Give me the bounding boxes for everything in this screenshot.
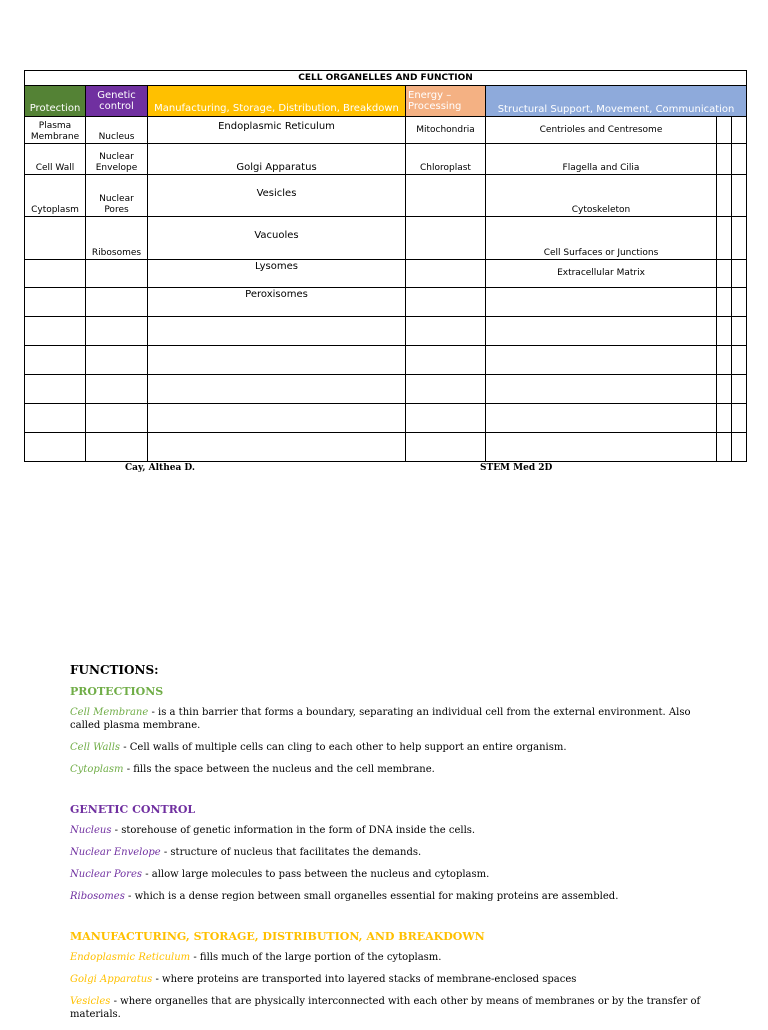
- cell-manufacturing: Lysomes: [148, 260, 406, 288]
- table-title: CELL ORGANELLES AND FUNCTION: [25, 71, 747, 86]
- cell-extra: [732, 117, 747, 144]
- term: Nuclear Envelope: [70, 847, 161, 858]
- definition: - structure of nucleus that facilitates the demands.: [160, 847, 422, 858]
- definition: - fills the space between the nucleus and the cell membrane.: [123, 764, 435, 775]
- cell-structural: Cytoskeleton: [486, 175, 717, 217]
- cell-energy: Chloroplast: [406, 144, 486, 175]
- cell-manufacturing: Vacuoles: [148, 217, 406, 260]
- table-row: [25, 288, 747, 317]
- table-row: [25, 433, 747, 462]
- definition-item: [70, 846, 710, 859]
- cell-extra: [732, 404, 747, 433]
- cell-energy: [406, 175, 486, 217]
- definition: - fills much of the large portion of the cytoplasm.: [190, 952, 442, 963]
- cell-extra: [732, 346, 747, 375]
- cell-structural: [486, 317, 717, 346]
- header-manufacturing: Manufacturing, Storage, Distribution, Breakdown: [148, 86, 406, 117]
- cell-protection: Cytoplasm: [25, 175, 86, 217]
- definition-item: [70, 973, 710, 986]
- definition: - is a thin barrier that forms a boundary, separating an individual cell from the external environment. Also called plasma membrane.: [70, 707, 691, 731]
- cell-energy: Mitochondria: [406, 117, 486, 144]
- cell-extra: [732, 144, 747, 175]
- cell-extra: [717, 317, 732, 346]
- cell-manufacturing: Vesicles: [148, 175, 406, 217]
- organelle-table: [24, 70, 747, 462]
- cell-manufacturing: [148, 346, 406, 375]
- cell-structural: Extracellular Matrix: [486, 260, 717, 288]
- author-name: Cay, Althea D.: [125, 463, 196, 473]
- cell-extra: [717, 404, 732, 433]
- cell-protection: [25, 346, 86, 375]
- term: Cytoplasm: [70, 764, 124, 775]
- cell-energy: [406, 433, 486, 462]
- header-genetic-control: Genetic control: [86, 86, 148, 117]
- definition-item: [70, 890, 710, 903]
- functions-heading: FUNCTIONS:: [70, 663, 159, 677]
- cell-manufacturing: [148, 433, 406, 462]
- table-row: [25, 217, 747, 260]
- cell-extra: [732, 433, 747, 462]
- cell-genetic: [86, 288, 148, 317]
- term: Cell Walls: [70, 742, 121, 753]
- cell-energy: [406, 375, 486, 404]
- cell-genetic: [86, 317, 148, 346]
- cell-extra: [732, 217, 747, 260]
- cell-extra: [732, 288, 747, 317]
- cell-protection: [25, 404, 86, 433]
- cell-structural: [486, 404, 717, 433]
- section-heading-genetic-control: GENETIC CONTROL: [70, 803, 196, 816]
- table-row: [25, 404, 747, 433]
- definition: - where organelles that are physically interconnected with each other by means of membranes or by the transfer of materials.: [70, 996, 701, 1020]
- definition: - which is a dense region between small organelles essential for making proteins are assembled.: [124, 891, 619, 902]
- cell-manufacturing: [148, 404, 406, 433]
- cell-extra: [717, 375, 732, 404]
- cell-protection: [25, 317, 86, 346]
- cell-genetic: Nucleus: [86, 117, 148, 144]
- table-row: [25, 260, 747, 288]
- cell-protection: [25, 433, 86, 462]
- definition: - where proteins are transported into layered stacks of membrane-enclosed spaces: [152, 974, 577, 985]
- term: Nuclear Pores: [70, 869, 143, 880]
- definition: - Cell walls of multiple cells can cling to each other to help support an entire organism.: [120, 742, 567, 753]
- cell-extra: [717, 288, 732, 317]
- header-energy-processing: Energy – Processing: [406, 86, 486, 117]
- term: Nucleus: [70, 825, 112, 836]
- cell-structural: [486, 433, 717, 462]
- cell-genetic: [86, 404, 148, 433]
- cell-energy: [406, 217, 486, 260]
- cell-energy: [406, 288, 486, 317]
- cell-manufacturing: Golgi Apparatus: [148, 144, 406, 175]
- cell-protection: [25, 217, 86, 260]
- table-row: [25, 346, 747, 375]
- cell-extra: [732, 375, 747, 404]
- table-row: [25, 144, 747, 175]
- definition: - storehouse of genetic information in the form of DNA inside the cells.: [111, 825, 476, 836]
- header-protection: Protection: [25, 86, 86, 117]
- cell-genetic: [86, 375, 148, 404]
- definition-item: [70, 951, 710, 964]
- cell-structural: [486, 375, 717, 404]
- cell-energy: [406, 317, 486, 346]
- cell-manufacturing: Endoplasmic Reticulum: [148, 117, 406, 144]
- term: Golgi Apparatus: [70, 974, 153, 985]
- cell-extra: [717, 217, 732, 260]
- definition-item: [70, 868, 710, 881]
- section-heading-protections: PROTECTIONS: [70, 685, 164, 698]
- functions-section: [70, 664, 710, 1030]
- cell-genetic: Nuclear Envelope: [86, 144, 148, 175]
- cell-extra: [717, 260, 732, 288]
- cell-protection: [25, 375, 86, 404]
- cell-extra: [717, 117, 732, 144]
- definition-item: [70, 995, 710, 1021]
- cell-structural: [486, 346, 717, 375]
- definition-item: [70, 741, 710, 754]
- header-structural-support: Structural Support, Movement, Communication: [486, 86, 747, 117]
- cell-energy: [406, 404, 486, 433]
- cell-genetic: Nuclear Pores: [86, 175, 148, 217]
- cell-protection: [25, 288, 86, 317]
- cell-extra: [732, 317, 747, 346]
- cell-genetic: [86, 260, 148, 288]
- definition: - allow large molecules to pass between the nucleus and cytoplasm.: [142, 869, 490, 880]
- cell-genetic: Ribosomes: [86, 217, 148, 260]
- table-row: [25, 375, 747, 404]
- table-row: [25, 117, 747, 144]
- section-heading-manufacturing: MANUFACTURING, STORAGE, DISTRIBUTION, AND BREAKDOWN: [70, 930, 485, 943]
- cell-manufacturing: Peroxisomes: [148, 288, 406, 317]
- cell-extra: [732, 175, 747, 217]
- cell-genetic: [86, 346, 148, 375]
- cell-extra: [732, 260, 747, 288]
- cell-extra: [717, 144, 732, 175]
- term: Cell Membrane: [70, 707, 149, 718]
- cell-energy: [406, 346, 486, 375]
- cell-extra: [717, 175, 732, 217]
- cell-protection: [25, 260, 86, 288]
- cell-structural: [486, 288, 717, 317]
- cell-structural: Centrioles and Centresome: [486, 117, 717, 144]
- term: Vesicles: [70, 996, 111, 1007]
- cell-protection: Cell Wall: [25, 144, 86, 175]
- class-section: STEM Med 2D: [480, 463, 553, 473]
- definition-item: [70, 763, 710, 776]
- table-row: [25, 175, 747, 217]
- cell-genetic: [86, 433, 148, 462]
- term: Ribosomes: [70, 891, 125, 902]
- table-row: [25, 317, 747, 346]
- cell-structural: Flagella and Cilia: [486, 144, 717, 175]
- cell-extra: [717, 346, 732, 375]
- term: Endoplasmic Reticulum: [70, 952, 191, 963]
- definition-item: [70, 706, 710, 732]
- cell-extra: [717, 433, 732, 462]
- cell-energy: [406, 260, 486, 288]
- cell-structural: Cell Surfaces or Junctions: [486, 217, 717, 260]
- cell-manufacturing: [148, 317, 406, 346]
- cell-manufacturing: [148, 375, 406, 404]
- definition-item: [70, 824, 710, 837]
- cell-protection: Plasma Membrane: [25, 117, 86, 144]
